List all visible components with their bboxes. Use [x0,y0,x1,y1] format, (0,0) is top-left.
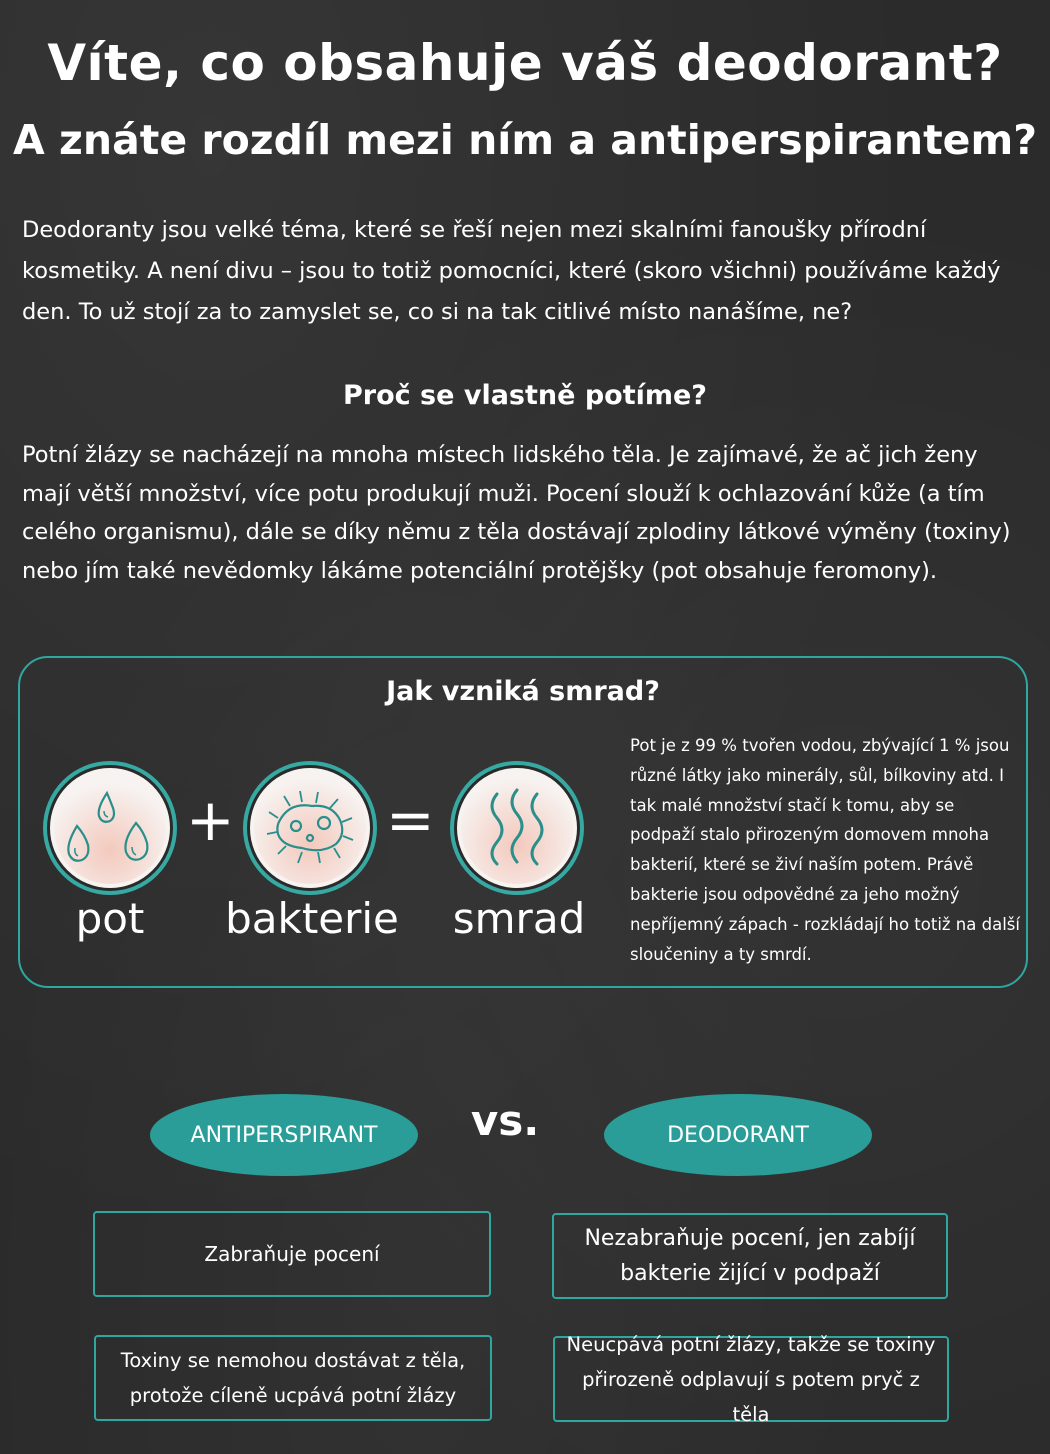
antiperspirant-point-1: Zabraňuje pocení [93,1211,491,1297]
antiperspirant-badge: ANTIPERSPIRANT [150,1094,418,1176]
antiperspirant-point-2: Toxiny se nemohou dostávat z těla, protože cíleně ucpává potní žlázy [94,1335,492,1421]
sweat-drops-icon [50,768,170,888]
versus-label: vs. [470,1096,540,1145]
label-bakterie: bakterie [225,894,399,943]
deodorant-point-2: Neucpává potní žlázy, takže se toxiny přirozeně odplavují s potem pryč z těla [553,1336,949,1422]
label-smrad: smrad [452,894,586,943]
deodorant-badge: DEODORANT [604,1094,872,1176]
deodorant-point-1: Nezabraňuje pocení, jen zabíjí bakterie žijící v podpaží [552,1213,948,1299]
smell-explanation: Pot je z 99 % tvořen vodou, zbývající 1 % jsou různé látky jako minerály, sůl, bílkoviny atd. I tak malé množství stačí k tomu, aby se podpaží stalo přirozeným domovem mnoha bakterií, které se živí naším potem. Právě bakterie jsou odpovědné za jeho možný nepříjemný zápach - rozkládají ho totiž na další sloučeniny a ty smrdí. [630,736,1020,964]
plus-sign: + [186,786,235,854]
sweat-heading: Proč se vlastně potíme? [343,380,707,411]
page-title: Víte, co obsahuje váš deodorant? [47,34,1003,92]
equals-sign: = [386,786,435,854]
intro-paragraph: Deodoranty jsou velké téma, které se řeší nejen mezi skalními fanoušky přírodní kosmetiky. A není divu – jsou to totiž pomocníci, které (skoro všichni) používáme každý den. To už stojí za to zamyslet se, co si na tak citlivé místo nanášíme, ne? [22,217,1001,325]
odor-waves-icon [457,768,577,888]
label-pot: pot [75,894,145,943]
sweat-paragraph: Potní žlázy se nacházejí na mnoha místech lidského těla. Je zajímavé, že ač jich ženy mají větší množství, více potu produkují muži. Pocení slouží k ochlazování kůže (a tím celého organismu), dále se díky němu z těla dostávají zplodiny látkové výměny (toxiny) nebo jím také nevědomky lákáme potenciální protějšky (pot obsahuje feromony). [22,442,1011,584]
smell-heading: Jak vzniká smrad? [386,676,660,707]
page-subtitle: A znáte rozdíl mezi ním a antiperspirantem? [13,116,1037,164]
bacteria-icon [250,768,370,888]
